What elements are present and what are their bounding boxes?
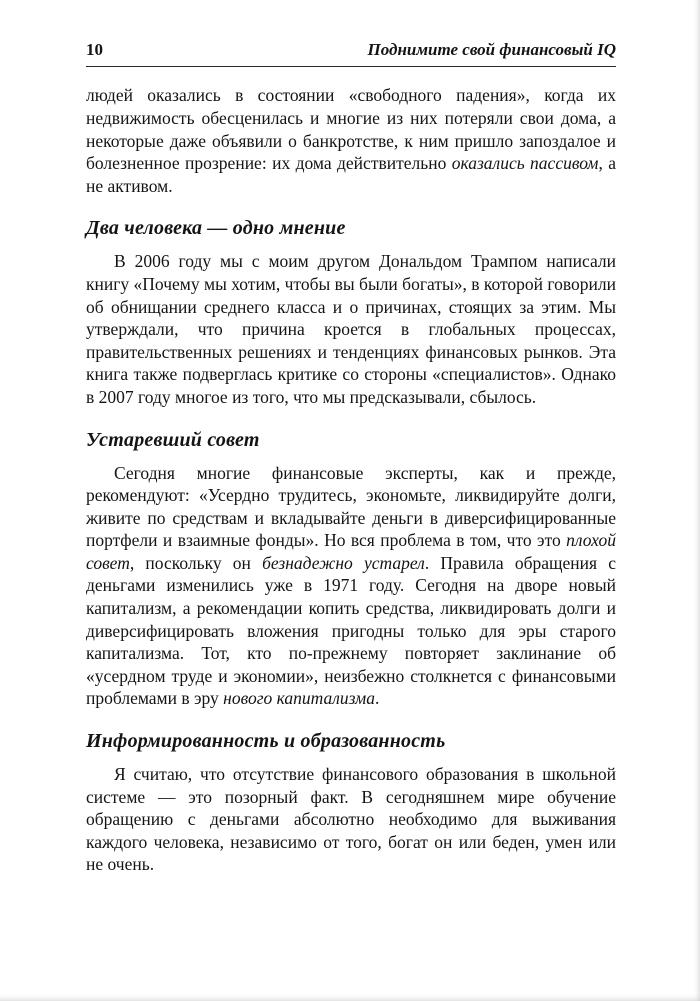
section-heading-two-people: Два человека — одно мнение xyxy=(86,217,346,240)
page-number: 10 xyxy=(86,40,103,59)
running-title: Поднимите свой финансовый IQ xyxy=(367,40,616,59)
page-header xyxy=(86,40,616,60)
text-run: , а не активом. xyxy=(86,153,616,196)
paragraph-trump-book: В 2006 году мы с моим другом Дональдом Трампом написали книгу «Почему мы хотим, чтобы вы были богаты», в которой говорили об обнищании среднего класса и о причинах, стоящих за этим. Мы утверждали, что причина кроется в глобальных процессах, правительственных решениях и тенденциях финансовых рынков. Эта книга также подверглась критике со стороны «специалистов». Однако в 2007 году многое из того, что мы предсказывали, сбылось. xyxy=(86,251,616,407)
text-run: людей оказались в состоянии «свободного падения», когда их недвижимость обесценилась и многие из них потеряли свои дома, а некоторые даже объявили о банкротстве, к ним пришло запоздалое и болезненное прозрение: их дома действительно xyxy=(86,85,616,174)
text-run: . Правила обращения с деньгами изменились уже в 1971 году. Сегодня на дворе новый капитализм, а рекомендации копить средства, ликвидировать долги и диверсифицировать вложения пригодны только для эры старого капитализма. Тот, кто по-прежнему повторяет заклинание об «усердном труде и экономии», неизбежно столкнется с финансовыми проблемами в эру xyxy=(86,552,616,709)
text-run-italic: оказались пассивом xyxy=(451,153,599,174)
text-run-italic: безнадежно устарел xyxy=(262,552,425,573)
paragraph-education: Я считаю, что отсутствие финансового образования в школьной системе — это позорный факт. В сегодняшнем мире обучение обращению с деньгами абсолютно необходимо для выживания каждого человека, независимо от того, богат он или беден, умен или не очень. xyxy=(86,764,616,875)
paragraph-freefall xyxy=(86,84,616,197)
page-body xyxy=(86,84,616,876)
section-heading-outdated-advice: Устаревший совет xyxy=(86,428,260,451)
header-rule xyxy=(86,66,616,67)
text-run-italic: плохой совет xyxy=(86,530,616,573)
text-run-italic: нового капитализма xyxy=(223,688,375,709)
text-run: , поскольку он xyxy=(129,552,263,573)
paragraph-outdated-advice xyxy=(86,462,616,711)
text-run: Сегодня многие финансовые эксперты, как и прежде, рекомендуют: «Усердно трудитесь, экономьте, ликвидируйте долги, живите по средствам и вкладывайте деньги в диверсифицированные портфели и взаимные фонды». Но вся проблема в том, что это xyxy=(86,462,616,551)
text-run: . xyxy=(374,688,380,709)
section-heading-awareness-education: Информированность и образованность xyxy=(86,730,446,753)
